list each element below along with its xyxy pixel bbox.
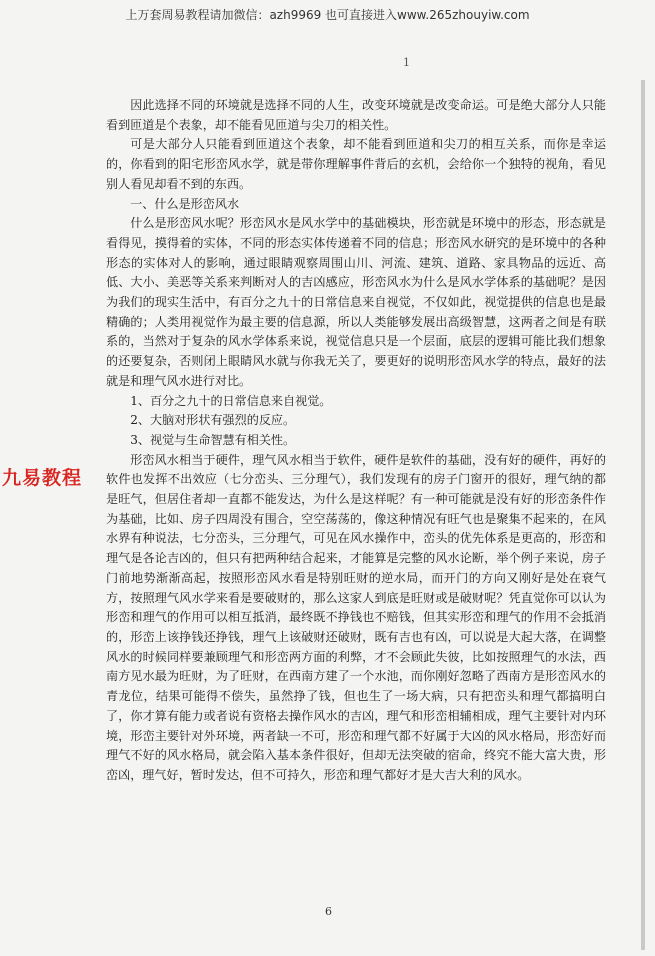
page-number: 6 xyxy=(325,905,332,918)
list-item: 1、百分之九十的日常信息来自视觉。 xyxy=(130,393,332,408)
promo-header: 上万套周易教程请加微信：azh9969 也可直接进入www.265zhouyiw.com xyxy=(125,8,530,22)
list-item: 3、视觉与生命智慧有相关性。 xyxy=(130,432,296,447)
paragraph: 什么是形峦风水呢？形峦风水是风水学中的基础模块，形峦就是环境中的形态，形态就是看得见，摸得着的实体，不同的形态实体传递着不同的信息；形峦风水研究的是环境中的各种形态的实体对人的影响，通过眼睛观察周围山川、河流、建筑、道路、家具物品的远近、高低、大小、美恶等关系来判断对人的吉凶感应，形峦风水为什么是风水学体系的基础呢？是因为我们的现实生活中，有百分之九十的日常信息来自视觉，不仅如此，视觉提供的信息也是最精确的；人类用视觉作为最主要的信息源，所以人类能够发展出高级智慧，这两者之间是有联系的，当然对于复杂的风水学体系来说，视觉信息只是一个层面，底层的逻辑可能比我们想象的还要复杂，否则闭上眼睛风水就与你我无关了，要更好的说明形峦风水学的特点，最好的法就是和理气风水进行对比。 xyxy=(106,216,606,388)
list-item: 2、大脑对形状有强烈的反应。 xyxy=(130,413,296,428)
section-heading: 一、什么是形峦风水 xyxy=(130,196,240,211)
watermark-logo: 九易教程 xyxy=(2,467,83,489)
paragraph: 因此选择不同的环境就是选择不同的人生，改变环境就是改变命运。可是绝大部分人只能看到匝道是个表象，却不能看见匝道与尖刀的相关性。 xyxy=(106,98,606,132)
page-edge-shadow xyxy=(641,80,645,950)
paragraph: 形峦风水相当于硬件，理气风水相当于软件，硬件是软件的基础，没有好的硬件，再好的软件也发挥不出效应（七分峦头、三分理气），我们发现有的房子门窗开的很好，理气纳的都是旺气，但居住者却一直都不能发达，为什么是这样呢？有一种可能就是没有好的形峦条件作为基础，比如、房子四周没有围合，空空荡荡的，像这种情况有旺气也是聚集不起来的，在风水界有种说法，七分峦头，三分理气，可见在风水操作中，峦头的优先体系是更高的，形峦和理气是各论吉凶的，但只有把两种结合起来，才能算是完整的风水论断，举个例子来说，房子门前地势渐渐高起，按照形峦风水看是特别旺财的逆水局，而开门的方向又刚好是处在衰气方，按照理气风水学来看是要破财的，那么这家人到底是旺财或是破财呢？凭直觉你可以认为形峦和理气的作用可以相互抵消，最终既不挣钱也不赔钱，但其实形峦和理气的作用不会抵消的，形峦上该挣钱还挣钱，理气上该破财还破财，既有吉也有凶，可以说是大起大落，在调整风水的时候同样要兼顾理气和形峦两方面的利弊，才不会顾此失彼，比如按照理气的水法，西南方见水最为旺财，为了旺财，在西南方建了一个水池，而你刚好忽略了西南方是形峦风水的青龙位，结果可能得不偿失，虽然挣了钱，但也生了一场大病，只有把峦头和理气都搞明白了，你才算有能力或者说有资格去操作风水的吉凶，理气和形峦相辅相成，理气主要针对内环境，形峦主要针对外环境，两者缺一不可，形峦和理气都不好属于大凶的风水格局，形峦好而理气不好的风水格局，就会陷入基本条件很好，但却无法突破的宿命，终究不能大富大贵，形峦凶，理气好，暂时发达，但不可持久，形峦和理气都好才是大吉大利的风水。 xyxy=(106,452,606,782)
page-mark: 1 xyxy=(403,56,410,69)
paragraph: 可是大部分人只能看到匝道这个表象，却不能看到匝道和尖刀的相互关系，而你是幸运的，你看到的阳宅形峦风水学，就是带你理解事件背后的玄机，会给你一个独特的视角，看见别人看见却看不到的东西。 xyxy=(106,137,606,191)
body-text xyxy=(106,96,606,786)
